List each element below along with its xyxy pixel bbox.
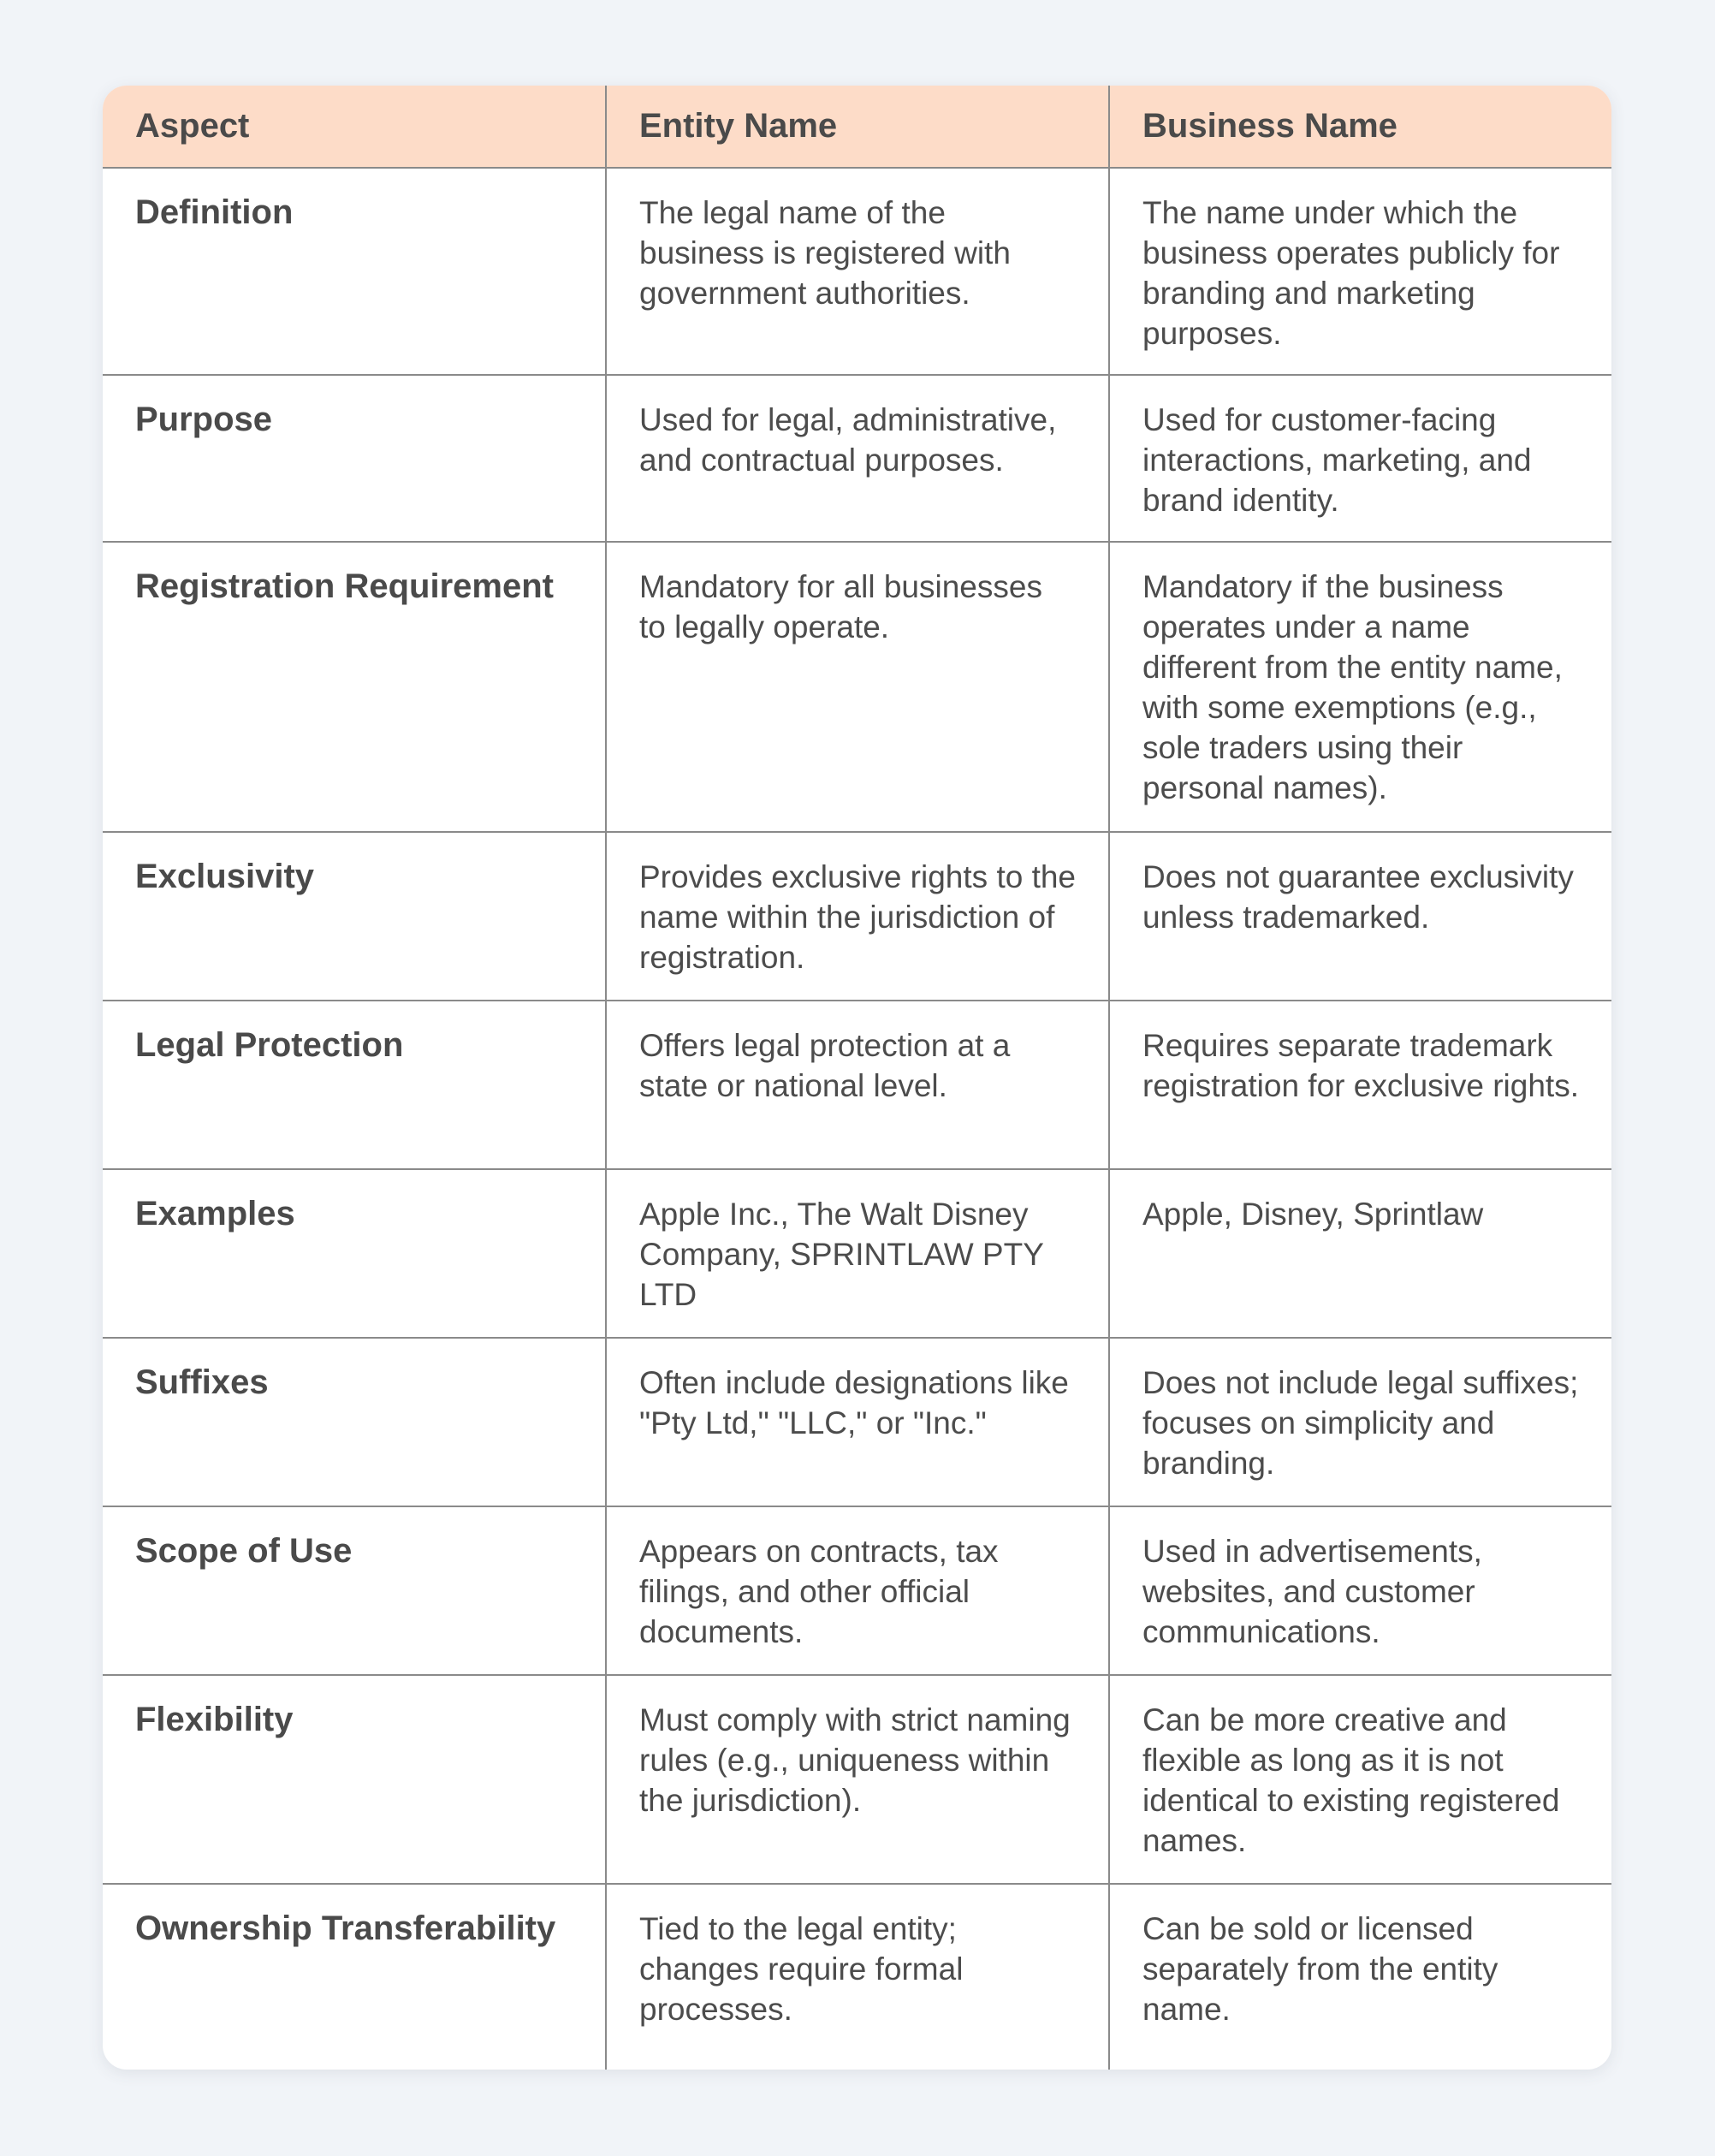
table-row (103, 1884, 1611, 2070)
aspect-cell: Ownership Transferability (135, 1910, 556, 1947)
aspect-cell: Exclusivity (103, 832, 606, 1001)
table-header-row (103, 86, 1611, 168)
entity-name-cell: The legal name of the business is registered with government authorities. (606, 168, 1109, 375)
header-business-name: Business Name (1109, 86, 1611, 168)
business-name-cell: Can be sold or licensed separately from the entity name. (1109, 1884, 1611, 2070)
entity-name-cell: Tied to the legal entity; changes require formal processes. (606, 1884, 1109, 2070)
business-name-cell: Requires separate trademark registration for exclusive rights. (1109, 1001, 1611, 1169)
table-row (103, 1506, 1611, 1675)
entity-name-cell: Often include designations like "Pty Ltd," "LLC," or "Inc." (606, 1338, 1109, 1506)
business-name-cell: Does not guarantee exclusivity unless trademarked. (1109, 832, 1611, 1001)
aspect-cell: Flexibility (103, 1675, 606, 1884)
business-name-cell: Used for customer-facing interactions, marketing, and brand identity. (1109, 375, 1611, 542)
table-row (103, 1338, 1611, 1506)
table-row (103, 168, 1611, 375)
business-name-cell: Apple, Disney, Sprintlaw (1109, 1169, 1611, 1338)
aspect-cell: Definition (103, 168, 606, 375)
entity-name-cell: Apple Inc., The Walt Disney Company, SPRINTLAW PTY LTD (606, 1169, 1109, 1338)
table-row (103, 832, 1611, 1001)
table-row (103, 1675, 1611, 1884)
entity-name-cell: Provides exclusive rights to the name within the jurisdiction of registration. (606, 832, 1109, 1001)
aspect-cell: Examples (103, 1169, 606, 1338)
business-name-cell: Can be more creative and flexible as long as it is not identical to existing registered names. (1109, 1675, 1611, 1884)
entity-name-cell: Must comply with strict naming rules (e.g., uniqueness within the jurisdiction). (606, 1675, 1109, 1884)
entity-name-cell: Mandatory for all businesses to legally operate. (606, 542, 1109, 832)
business-name-cell: Mandatory if the business operates under a name different from the entity name, with some exemptions (e.g., sole traders using their personal names). (1109, 542, 1611, 832)
header-aspect: Aspect (103, 86, 606, 168)
comparison-table (103, 86, 1611, 2070)
table-row (103, 375, 1611, 542)
business-name-cell: Used in advertisements, websites, and customer communications. (1109, 1506, 1611, 1675)
aspect-cell: Purpose (103, 375, 606, 542)
aspect-cell: Legal Protection (103, 1001, 606, 1169)
business-name-cell: The name under which the business operates publicly for branding and marketing purposes. (1109, 168, 1611, 375)
header-entity-name: Entity Name (606, 86, 1109, 168)
table-row (103, 1169, 1611, 1338)
entity-name-cell: Offers legal protection at a state or national level. (606, 1001, 1109, 1169)
aspect-cell: Registration Requirement (103, 542, 606, 832)
aspect-cell: Suffixes (103, 1338, 606, 1506)
aspect-cell: Scope of Use (103, 1506, 606, 1675)
entity-name-cell: Used for legal, administrative, and contractual purposes. (606, 375, 1109, 542)
business-name-cell: Does not include legal suffixes; focuses on simplicity and branding. (1109, 1338, 1611, 1506)
table-row (103, 542, 1611, 832)
comparison-card (103, 86, 1611, 2070)
entity-name-cell: Appears on contracts, tax filings, and other official documents. (606, 1506, 1109, 1675)
table-row (103, 1001, 1611, 1169)
